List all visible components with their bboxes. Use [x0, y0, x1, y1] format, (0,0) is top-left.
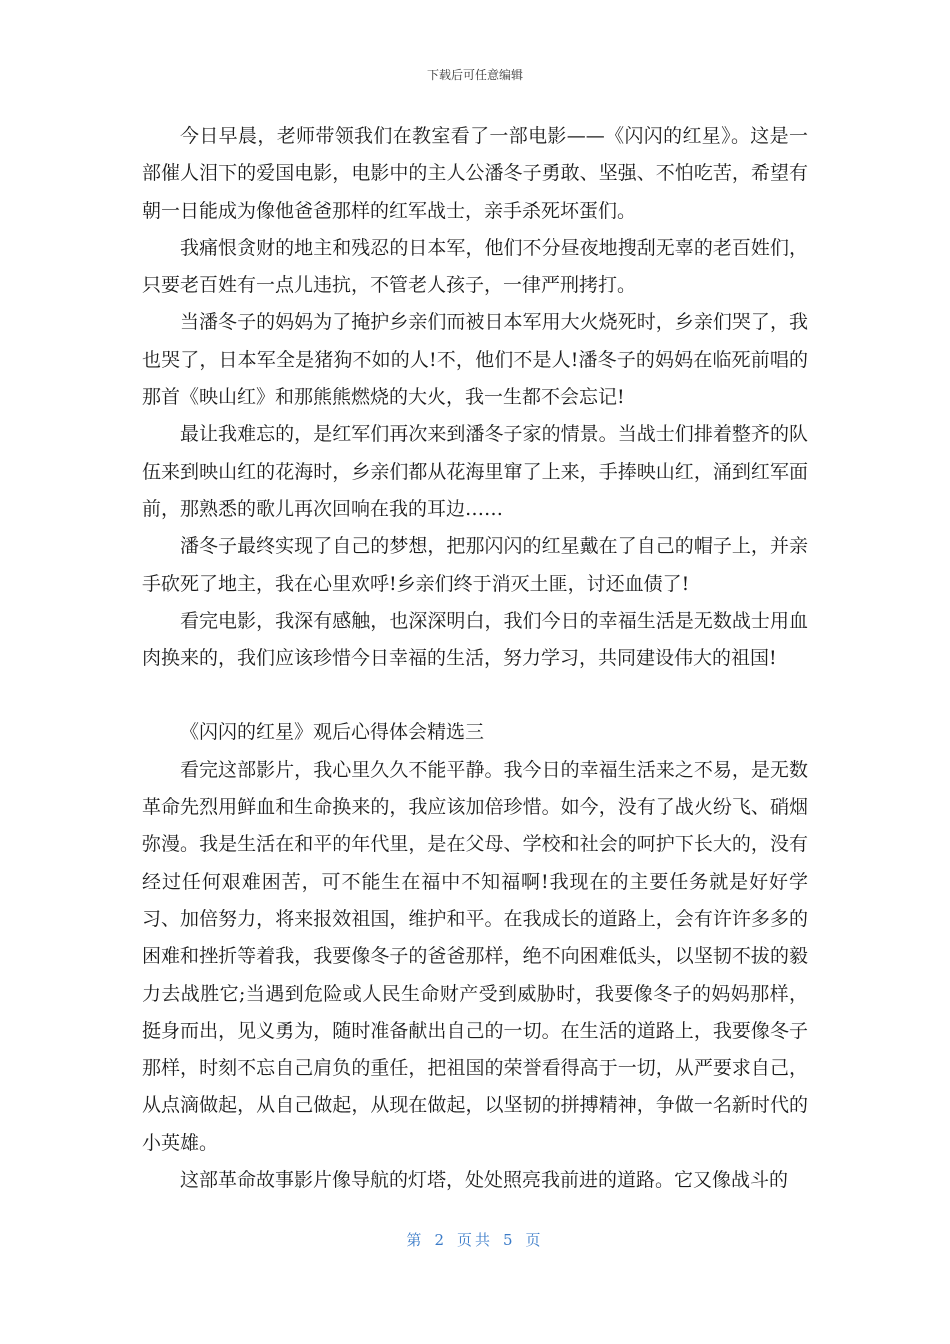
paragraph: 我痛恨贪财的地主和残忍的日本军，他们不分昼夜地搜刮无辜的老百姓们，只要老百姓有一点儿违抗，不管老人孩子，一律严刑拷打。 [142, 236, 808, 297]
footer-suffix: 页 [525, 1231, 544, 1249]
footer-page-number: 2 [434, 1231, 447, 1249]
section-three [142, 714, 808, 1199]
page-footer [0, 1229, 950, 1250]
paragraph: 潘冬子最终实现了自己的梦想，把那闪闪的红星戴在了自己的帽子上，并亲手砍死了地主，我在心里欢呼!乡亲们终于消灭土匪，讨还血债了! [142, 535, 808, 595]
paragraph: 这部革命故事影片像导航的灯塔，处处照亮我前进的道路。它又像战斗的 [180, 1169, 789, 1192]
paragraph: 最让我难忘的，是红军们再次来到潘冬子家的情景。当战士们排着整齐的队伍来到映山红的花海时，乡亲们都从花海里窜了上来，手捧映山红，涌到红军面前，那熟悉的歌儿再次回响在我的耳边…… [142, 423, 808, 520]
document-body [142, 118, 808, 1199]
paragraph: 当潘冬子的妈妈为了掩护乡亲们而被日本军用大火烧死时，乡亲们哭了，我也哭了，日本军全是猪狗不如的人!不，他们不是人!潘冬子的妈妈在临死前唱的那首《映山红》和那熊熊燃烧的大火，我一生都不会忘记! [142, 311, 808, 409]
page-header: 下载后可任意编辑 [426, 68, 523, 82]
footer-middle: 页共 [456, 1231, 493, 1249]
paragraph: 看完电影，我深有感触，也深深明白，我们今日的幸福生活是无数战士用血肉换来的，我们应该珍惜今日幸福的生活，努力学习，共同建设伟大的祖国! [142, 609, 808, 670]
section-title: 《闪闪的红星》观后心得体会精选三 [180, 721, 485, 744]
footer-prefix: 第 [406, 1231, 425, 1249]
paragraph: 看完这部影片，我心里久久不能平静。我今日的幸福生活来之不易，是无数革命先烈用鲜血和生命换来的，我应该加倍珍惜。如今，没有了战火纷飞、硝烟弥漫。我是生活在和平的年代里，是在父母、学校和社会的呵护下长大的，没有经过任何艰难困苦，可不能生在福中不知福啊!我现在的主要任务就是好好学习、加倍努力，将来报效祖国，维护和平。在我成长的道路上，会有许许多多的困难和挫折等着我，我要像冬子的爸爸那样，绝不向困难低头，以坚韧不拔的毅力去战胜它;当遇到危险或人民生命财产受到威胁时，我要像冬子的妈妈那样，挺身而出，见义勇为，随时准备献出自己的一切。在生活的道路上，我要像冬子那样，时刻不忘自己肩负的重任，把祖国的荣誉看得高于一切，从严要求自己，从点滴做起，从自己做起，从现在做起，以坚韧的拼搏精神，争做一名新时代的小英雄。 [142, 758, 808, 1154]
paragraph: 今日早晨，老师带领我们在教室看了一部电影——《闪闪的红星》。这是一部催人泪下的爱国电影，电影中的主人公潘冬子勇敢、坚强、不怕吃苦，希望有朝一日能成为像他爸爸那样的红军战士，亲手杀死坏蛋们。 [142, 125, 808, 222]
footer-total-pages: 5 [503, 1231, 516, 1249]
essay-paragraphs [142, 118, 808, 677]
